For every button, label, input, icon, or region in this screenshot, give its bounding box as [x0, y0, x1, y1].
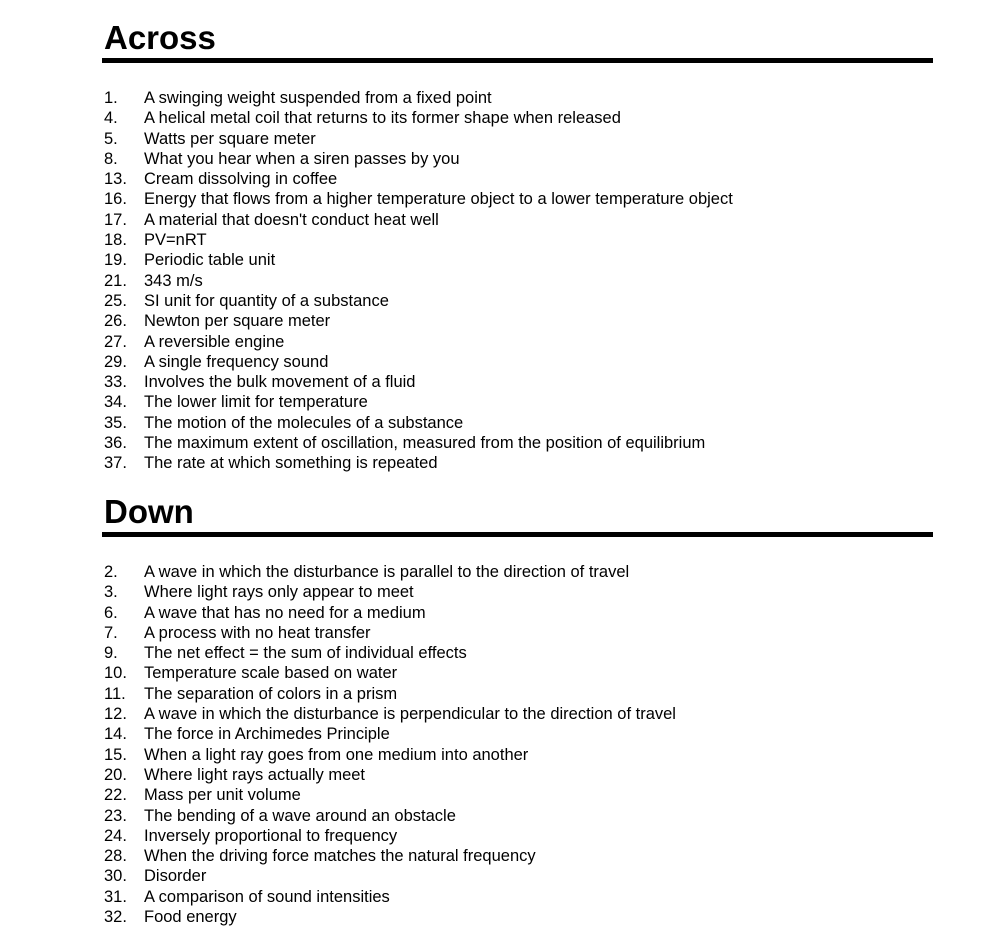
clue-number: 10. [104, 664, 127, 683]
clue-text: The motion of the molecules of a substance [144, 413, 464, 432]
clue-number: 27. [104, 332, 127, 351]
clue-number: 16. [104, 190, 127, 209]
down-clue [102, 582, 933, 602]
clue-text: A helical metal coil that returns to its former shape when released [144, 109, 621, 128]
clue-text: 343 m/s [144, 271, 203, 290]
clue-text: SI unit for quantity of a substance [144, 291, 389, 310]
clue-text: Energy that flows from a higher temperature object to a lower temperature object [144, 190, 733, 209]
clue-number: 36. [104, 434, 127, 453]
clue-text: The net effect = the sum of individual effects [144, 644, 467, 663]
across-heading: Across [104, 19, 216, 56]
clue-number: 35. [104, 413, 127, 432]
clue-text: Involves the bulk movement of a fluid [144, 373, 416, 392]
down-clue [102, 826, 933, 846]
clue-number: 4. [104, 109, 118, 128]
across-clue [102, 108, 933, 128]
clue-text: A material that doesn't conduct heat well [144, 210, 439, 229]
down-divider [102, 532, 933, 537]
clue-number: 8. [104, 149, 118, 168]
across-clue [102, 433, 933, 453]
clue-number: 15. [104, 745, 127, 764]
clue-text: Food energy [144, 908, 237, 927]
across-clue-list [102, 88, 933, 474]
clue-number: 20. [104, 765, 127, 784]
across-clue [102, 332, 933, 352]
clue-number: 19. [104, 251, 127, 270]
across-clue [102, 352, 933, 372]
clue-text: The separation of colors in a prism [144, 684, 398, 703]
down-clue [102, 684, 933, 704]
clue-number: 24. [104, 826, 127, 845]
across-clue [102, 129, 933, 149]
clue-text: A swinging weight suspended from a fixed point [144, 89, 492, 107]
down-clue [102, 887, 933, 907]
clue-number: 17. [104, 210, 127, 229]
clue-number: 6. [104, 603, 118, 622]
across-clue [102, 230, 933, 250]
clue-text: The rate at which something is repeated [144, 454, 438, 473]
across-clue [102, 372, 933, 392]
across-section [102, 18, 933, 474]
clue-number: 7. [104, 623, 118, 642]
across-clue [102, 291, 933, 311]
clue-text: The force in Archimedes Principle [144, 725, 390, 744]
clue-number: 2. [104, 563, 118, 581]
clue-number: 31. [104, 887, 127, 906]
clue-number: 26. [104, 312, 127, 331]
across-clue [102, 392, 933, 412]
across-clue [102, 210, 933, 230]
across-clue [102, 413, 933, 433]
clue-text: A wave in which the disturbance is parallel to the direction of travel [144, 563, 630, 581]
down-clue [102, 663, 933, 683]
clue-text: When a light ray goes from one medium into another [144, 745, 529, 764]
clue-number: 12. [104, 705, 127, 724]
clue-text: What you hear when a siren passes by you [144, 149, 460, 168]
clue-number: 11. [104, 684, 126, 703]
clue-number: 3. [104, 583, 118, 602]
clue-number: 28. [104, 847, 127, 866]
across-clue [102, 311, 933, 331]
clue-text: Where light rays only appear to meet [144, 583, 414, 602]
clue-number: 22. [104, 786, 127, 805]
clue-text: A wave in which the disturbance is perpendicular to the direction of travel [144, 705, 676, 724]
across-clue [102, 88, 933, 108]
clue-text: Periodic table unit [144, 251, 276, 270]
clue-text: Inversely proportional to frequency [144, 826, 398, 845]
clue-text: PV=nRT [144, 231, 207, 250]
across-clue [102, 453, 933, 473]
across-divider [102, 58, 933, 63]
down-clue [102, 724, 933, 744]
clue-number: 33. [104, 373, 127, 392]
across-clue [102, 169, 933, 189]
clue-number: 25. [104, 291, 127, 310]
down-clue [102, 846, 933, 866]
clue-text: A wave that has no need for a medium [144, 603, 426, 622]
down-clue [102, 765, 933, 785]
across-clue [102, 189, 933, 209]
clue-text: Cream dissolving in coffee [144, 170, 338, 189]
down-clue-list [102, 562, 933, 927]
clue-number: 13. [104, 170, 127, 189]
down-clue [102, 603, 933, 623]
clue-number: 34. [104, 393, 127, 412]
clue-text: The lower limit for temperature [144, 393, 368, 412]
down-clue [102, 704, 933, 724]
clue-text: A reversible engine [144, 332, 285, 351]
clue-text: When the driving force matches the natural frequency [144, 847, 536, 866]
clue-number: 14. [104, 725, 127, 744]
clue-text: A process with no heat transfer [144, 623, 371, 642]
down-clue [102, 745, 933, 765]
clue-number: 1. [104, 89, 118, 107]
clue-number: 9. [104, 644, 118, 663]
down-clue [102, 907, 933, 927]
clue-number: 29. [104, 352, 127, 371]
down-clue [102, 623, 933, 643]
clue-number: 5. [104, 129, 118, 148]
clue-number: 21. [104, 271, 127, 290]
clue-text: A single frequency sound [144, 352, 329, 371]
clue-number: 37. [104, 454, 127, 473]
across-clue [102, 250, 933, 270]
clue-number: 30. [104, 867, 127, 886]
clue-text: Where light rays actually meet [144, 765, 366, 784]
clue-number: 32. [104, 908, 127, 927]
down-clue [102, 866, 933, 886]
clue-text: Watts per square meter [144, 129, 316, 148]
clue-number: 18. [104, 231, 127, 250]
clue-text: Newton per square meter [144, 312, 331, 331]
clue-text: The bending of a wave around an obstacle [144, 806, 456, 825]
clue-number: 23. [104, 806, 127, 825]
clue-text: Disorder [144, 867, 207, 886]
down-clue [102, 806, 933, 826]
clue-text: A comparison of sound intensities [144, 887, 390, 906]
down-clue [102, 785, 933, 805]
down-section [102, 492, 933, 927]
down-heading: Down [104, 493, 194, 530]
across-clue [102, 149, 933, 169]
down-clue [102, 643, 933, 663]
clue-text: Mass per unit volume [144, 786, 301, 805]
across-clue [102, 271, 933, 291]
clue-text: The maximum extent of oscillation, measured from the position of equilibrium [144, 434, 706, 453]
down-clue [102, 562, 933, 582]
clue-text: Temperature scale based on water [144, 664, 398, 683]
